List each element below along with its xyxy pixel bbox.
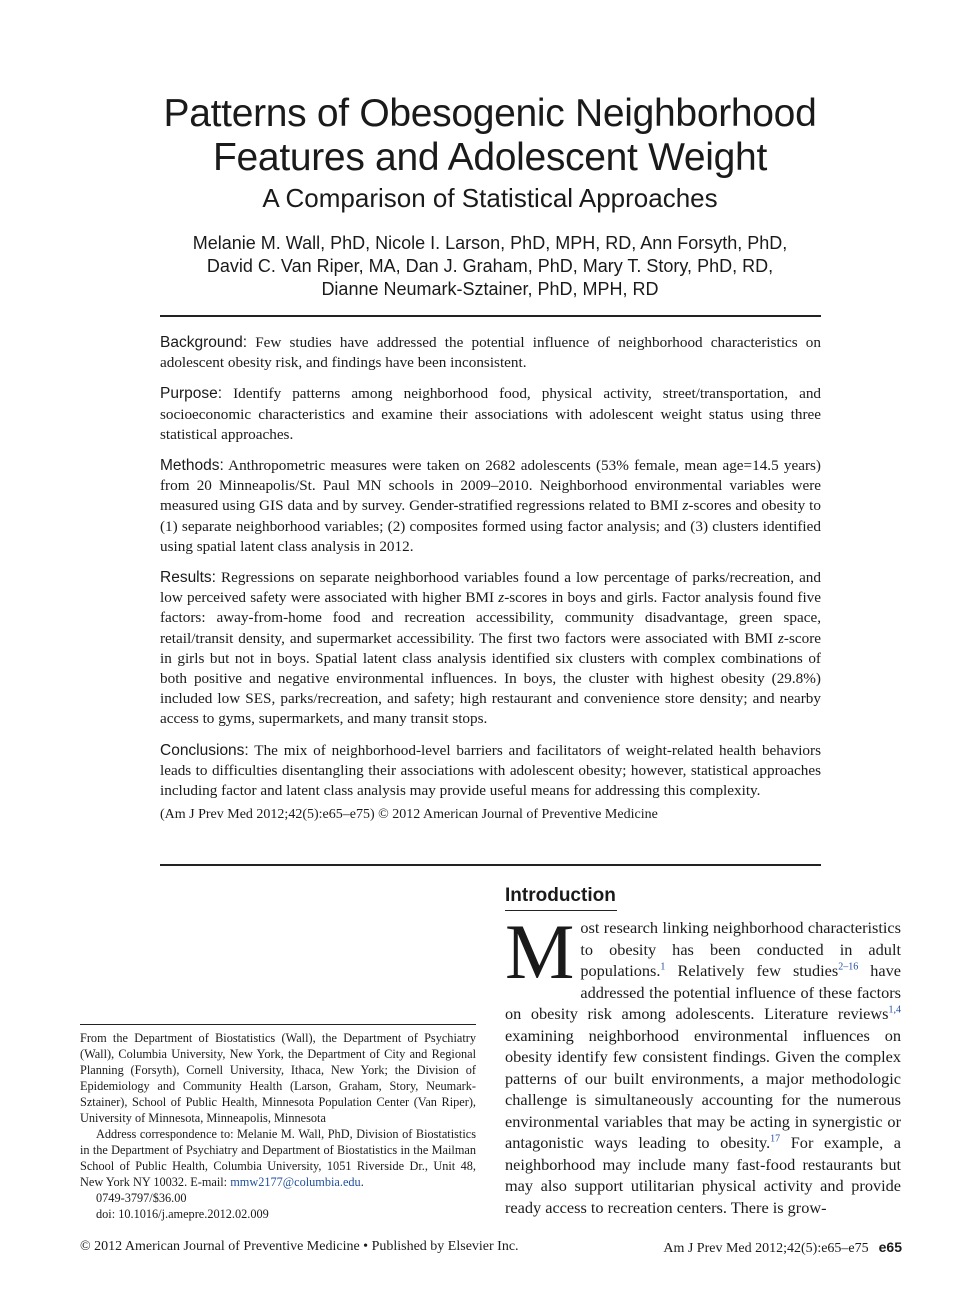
abstract-background (160, 333, 821, 373)
results-z-2: z (777, 629, 784, 647)
methods-text-a: Anthropometric measures were taken on 2682 adolescents (53% female, mean age=14.5 years) from 20 Minneapolis/St. Paul MN schools in 2009–2010. Neighborhood environmental variables were measured using GIS data and by survey. Gender-stratified regressions related to BMI (160, 457, 821, 515)
methods-text-b: -scores and obesity to (1) separate neighborhood variables; (2) composites formed using factor analysis; and (3) clusters identified using spatial latent class analysis in 2012. (160, 497, 821, 555)
authors-line-2: David C. Van Riper, MA, Dan J. Graham, PhD, Mary T. Story, PhD, RD, (206, 256, 774, 276)
introduction-body (505, 908, 902, 1218)
background-text: Few studies have addressed the potential influence of neighborhood characteristics on adolescent obesity risk, and findings have been inconsistent. (160, 334, 821, 372)
title-line-1: Patterns of Obesogenic Neighborhood (163, 92, 817, 135)
footer-copyright: © 2012 American Journal of Preventive Medicine • Published by Elsevier Inc. (80, 1239, 519, 1254)
reference-link[interactable]: 2–16 (838, 961, 859, 973)
authors-line-3: Dianne Neumark-Sztainer, PhD, MPH, RD (321, 279, 659, 299)
intro-text-5: For example, a neighborhood may include many fast-food restaurants but may also support utilitarian physical activity and provide ready access to recreation centers. There is grow- (505, 1133, 902, 1217)
email-link[interactable]: mmw2177@columbia.edu (230, 1175, 361, 1189)
intro-text-3: have addressed the potential influence of these factors on obesity risk among adolescents. Literature reviews (505, 961, 901, 1023)
title-block (80, 92, 900, 301)
title-line-2: Features and Adolescent Weight (213, 136, 767, 179)
reference-link[interactable]: 17 (770, 1133, 781, 1145)
background-heading: Background: (160, 334, 248, 351)
introduction-section (505, 883, 901, 1218)
issn-note: 0749-3797/$36.00 (96, 1191, 187, 1205)
intro-text-4: examining neighborhood environmental influences on obesity identify few consistent findings. Given the complex patterns of our built environments, a major methodologic challenge is simultaneously accounting for the numerous environmental variables that may be acting in synergistic or antagonistic ways leading to obesity. (505, 1025, 901, 1152)
abstract (160, 333, 821, 836)
authors-line-1: Melanie M. Wall, PhD, Nicole I. Larson, PhD, MPH, RD, Ann Forsyth, PhD, (192, 233, 788, 253)
article-subtitle: A Comparison of Statistical Approaches (262, 183, 718, 213)
footnotes (80, 1030, 476, 1222)
footer-citation (663, 1238, 902, 1258)
results-z-1: z (498, 589, 505, 607)
reference-link[interactable]: 1,4 (888, 1004, 901, 1016)
methods-heading: Methods: (160, 457, 224, 475)
footer-journal-ref: Am J Prev Med 2012;42(5):e65–e75 (663, 1241, 869, 1256)
intro-text-2: Relatively few studies (665, 961, 839, 980)
purpose-text: Identify patterns among neighborhood food, physical activity, street/transportation, and socioeconomic characteristics and examine their associations with adolescent weight status using three statistical approaches. (160, 385, 822, 443)
abstract-citation: (Am J Prev Med 2012;42(5):e65–e75) © 2012 American Journal of Preventive Medicine (160, 807, 658, 823)
abstract-top-rule (160, 315, 821, 317)
abstract-bottom-rule (160, 864, 821, 866)
abstract-methods (160, 456, 821, 557)
purpose-heading: Purpose: (160, 385, 223, 403)
affiliations-note: From the Department of Biostatistics (Wall), the Department of Psychiatry (Wall), Columbia University, New York, the Department of City and Regional Planning (Forsyth), Cornell University, Ithaca, New York; the Division of Epidemiology and Community Health (Larson, Graham, Story, Neumark-Sztainer), School of Public Health, Minnesota Population Center (Van Riper), University of Minnesota, Minneapolis, Minnesota (80, 1031, 476, 1125)
correspondence-text: Address correspondence to: Melanie M. Wall, PhD, Division of Biostatistics in the Department of Psychiatry and Department of Biostatistics in the Mailman School of Public Health, Columbia University, 1051 Riverside Dr., Unit 48, New York NY 10032. E-mail: (80, 1127, 476, 1189)
intro-text-1: ost research linking neighborhood characteristics to obesity has been conducted in adult populations. (580, 918, 901, 980)
author-list (80, 232, 900, 301)
results-text-b: -scores in boys and girls. Factor analysis found five factors: away-from-home food and recreation accessibility, community disadvantage, green space, retail/transit density, and supermarket accessibility. The first two factors were associated with BMI (160, 589, 822, 647)
methods-z: z (682, 497, 689, 515)
drop-cap: M (505, 908, 575, 995)
correspondence-end: . (360, 1175, 364, 1189)
abstract-conclusions (160, 741, 821, 802)
introduction-heading: Introduction (505, 885, 616, 906)
footnote-rule (80, 1024, 476, 1025)
reference-link[interactable]: 1 (660, 961, 666, 973)
article-title (80, 92, 900, 180)
results-text-c: -score in girls but not in boys. Spatial latent class analysis identified six clusters with complex combinations of both positive and negative environmental influences. In boys, the cluster with highest obesity (29.8%) included low SES, parks/recreation, and safety; high restaurant and convenience store density; and nearby access to gyms, supermarkets, and many transit stops. (160, 629, 821, 728)
doi-note: doi: 10.1016/j.amepre.2012.02.009 (96, 1207, 269, 1221)
conclusions-text: The mix of neighborhood-level barriers and facilitators of weight-related health behaviors leads to difficulties disentangling their associations with adolescent obesity; however, statistical approaches including factor and latent class analysis may provide useful means for addressing this complexity. (160, 741, 821, 800)
abstract-purpose (160, 384, 821, 445)
abstract-results (160, 568, 821, 730)
correspondence-note (80, 1126, 476, 1190)
results-text-a: Regressions on separate neighborhood variables found a low percentage of parks/recreation, and low perceived safety were associated with higher BMI (160, 569, 821, 607)
results-heading: Results: (160, 569, 216, 587)
page-number: e65 (878, 1239, 902, 1255)
conclusions-heading: Conclusions: (160, 741, 249, 759)
